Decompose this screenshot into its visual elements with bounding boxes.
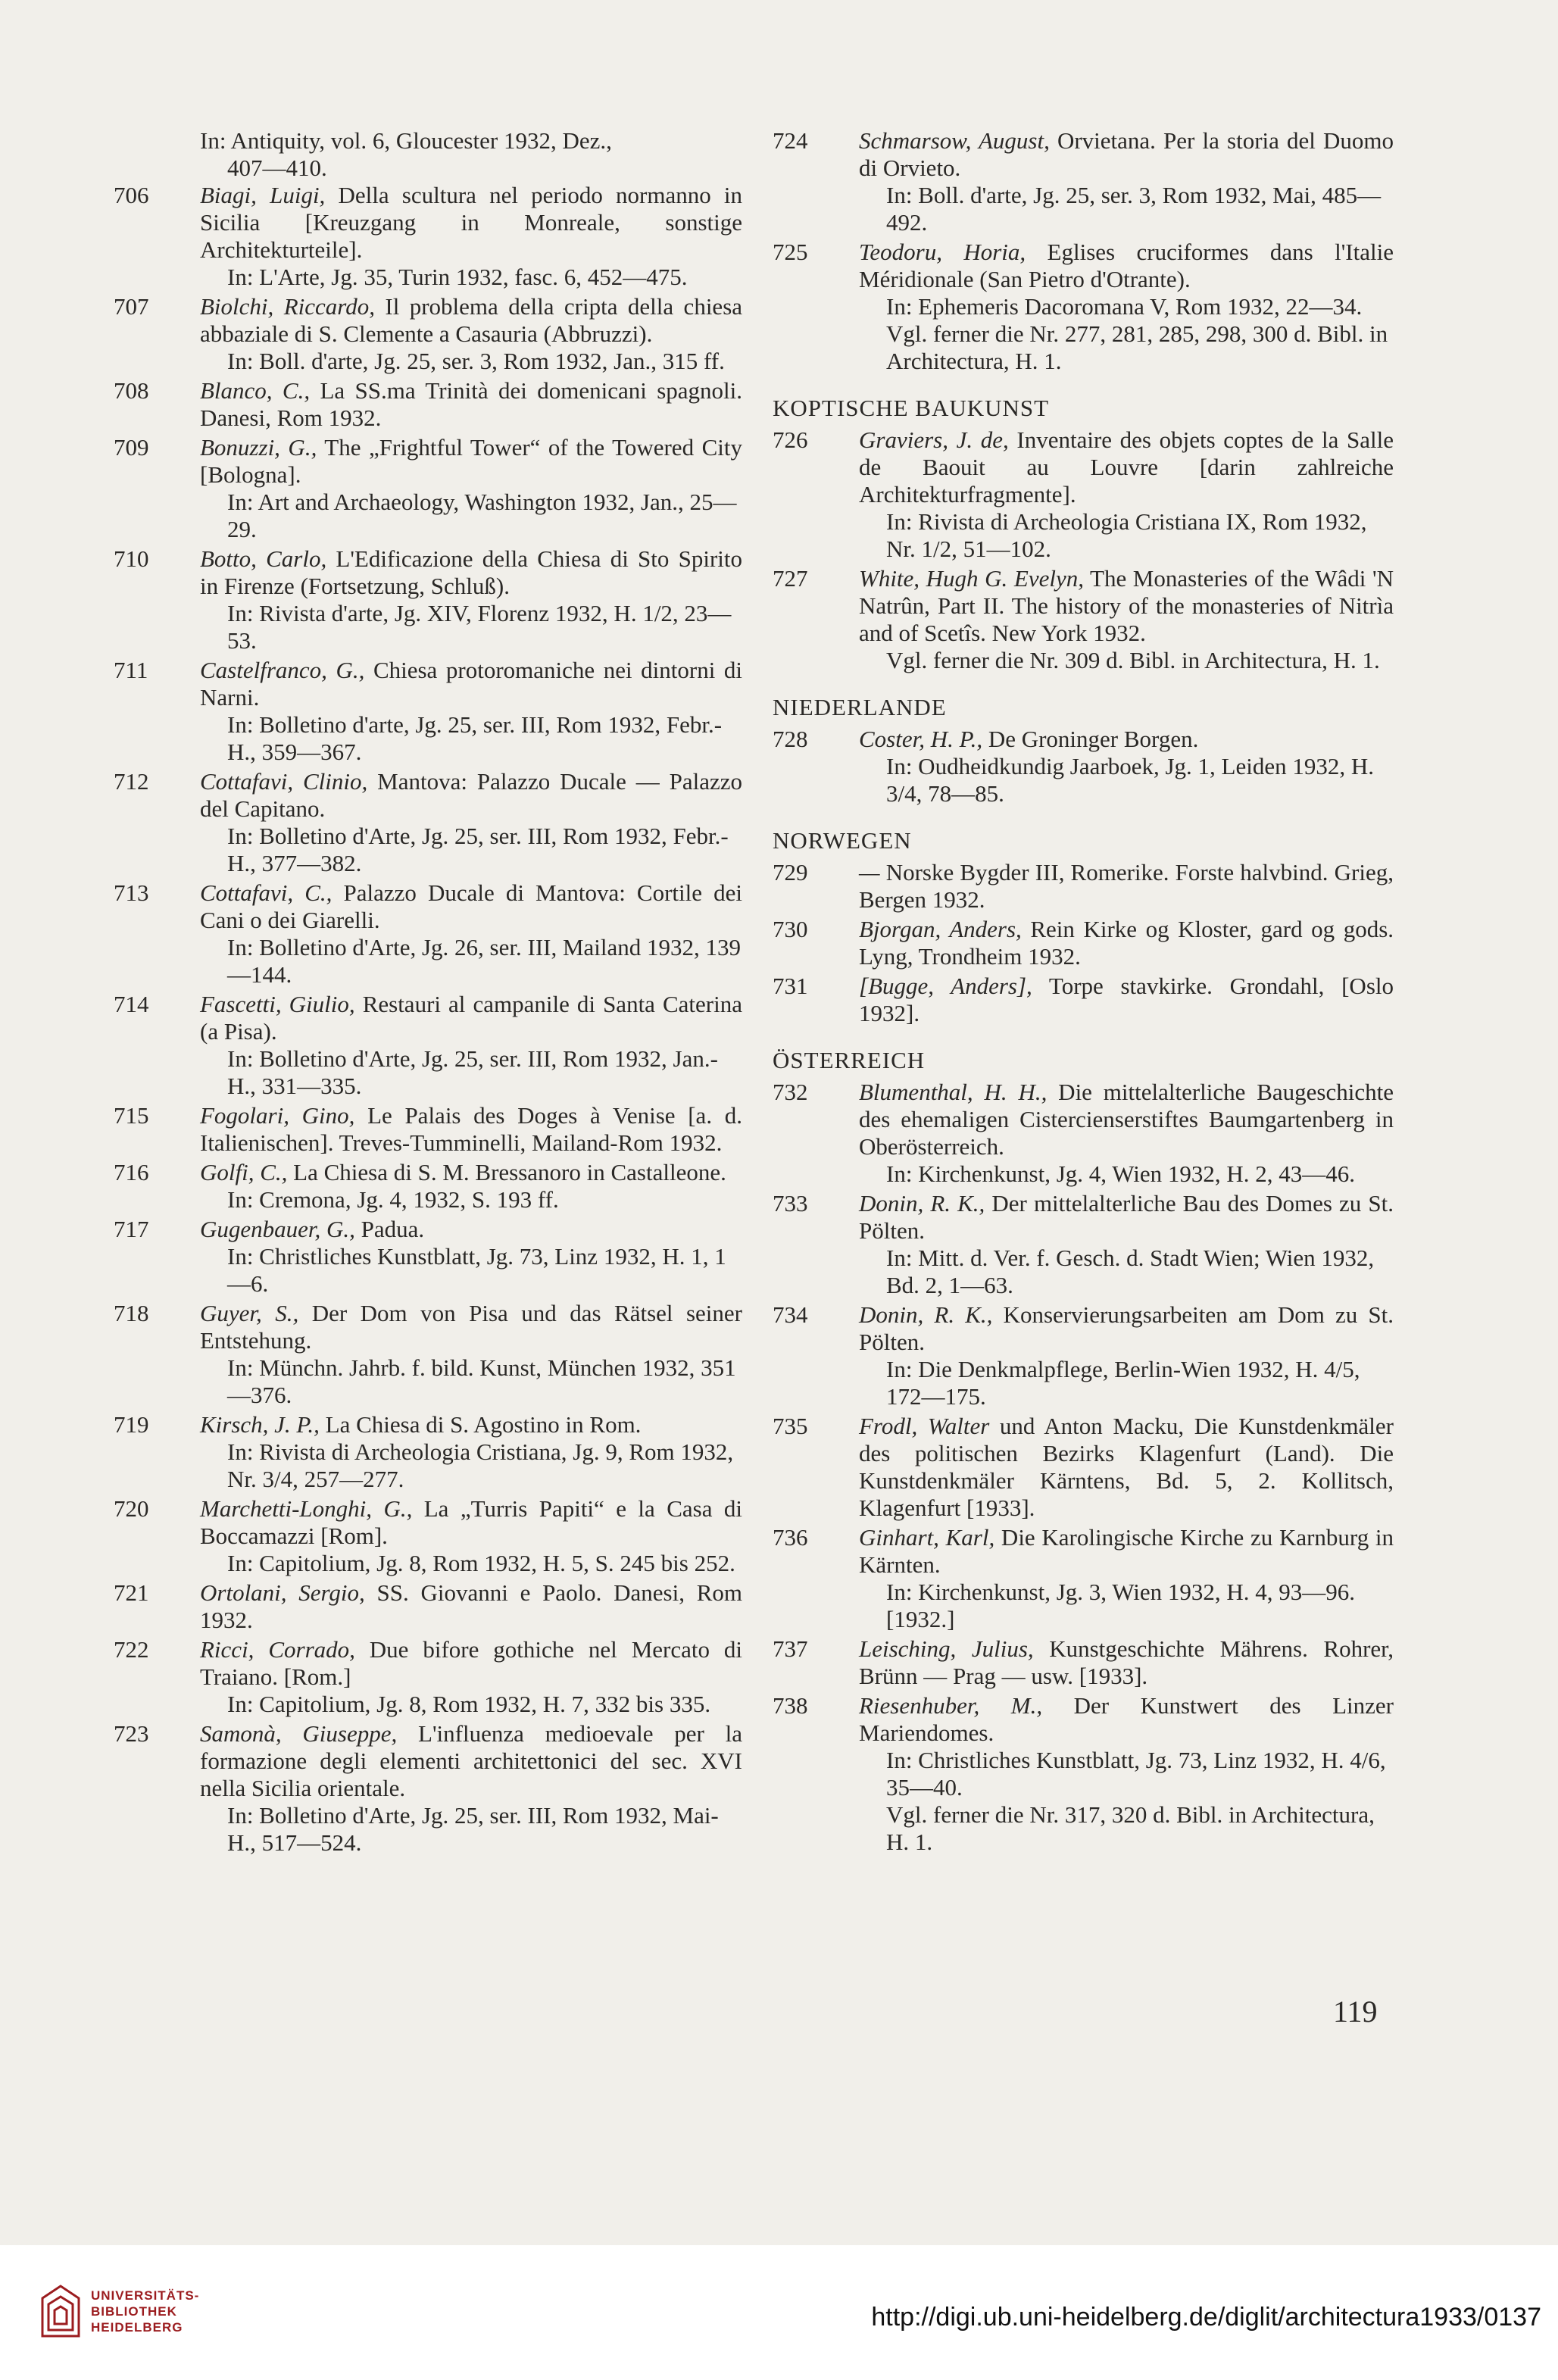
entry-detail: In: Rivista d'arte, Jg. XIV, Florenz 1932, H. 1/2, 23—53. (227, 600, 732, 654)
bibliography-entry (773, 916, 1394, 970)
entry-number: 711 (114, 657, 148, 683)
entry-title (200, 657, 742, 711)
entry-title (859, 1079, 1394, 1160)
entry-detail: In: Rivista di Archeologia Cristiana IX, Rom 1932, Nr. 1/2, 51—102. (886, 508, 1367, 562)
library-logo-icon (38, 2283, 83, 2339)
entry-number: 737 (773, 1635, 808, 1662)
entry-detail: In: Christliches Kunstblatt, Jg. 73, Linz 1932, H. 1, 1—6. (227, 1243, 726, 1297)
bibliography-entry (773, 1635, 1394, 1690)
entry-title-text: The Monasteries of the Wâdi 'N Natrûn, Part II. The history of the monasteries of Nitrìa and of Scetîs. New York 1932. (859, 565, 1394, 646)
bibliography-entry (773, 1190, 1394, 1299)
entry-detail: Vgl. ferner die Nr. 277, 281, 285, 298, 300 d. Bibl. in Architectura, H. 1. (886, 320, 1388, 374)
bibliography-entry (773, 726, 1394, 807)
entry-author: Marchetti-Longhi, G., (200, 1495, 413, 1522)
entry-number: 712 (114, 768, 149, 795)
entry-title-text: Der Dom von Pisa und das Rätsel seiner Entstehung. (200, 1300, 742, 1354)
entry-title (200, 293, 742, 348)
entry-title (200, 434, 742, 489)
entry-number: 718 (114, 1300, 149, 1326)
entry-number: 725 (773, 239, 808, 265)
entry-detail: In: Bolletino d'Arte, Jg. 25, ser. III, Rom 1932, Febr.-H., 377—382. (227, 823, 729, 876)
entry-title-text: Mantova: Palazzo Ducale — Palazzo del Capitano. (200, 768, 742, 822)
section-entries (773, 1079, 1394, 1856)
entry-detail: In: Bolletino d'Arte, Jg. 26, ser. III, Mailand 1932, 139—144. (227, 934, 742, 988)
entry-title (200, 1216, 742, 1243)
section-entries (773, 426, 1394, 674)
entry-title-text: L'influenza medioevale per la formazione degli elementi architettonici del sec. XVI nella Sicilia orientale. (200, 1720, 742, 1801)
bibliography-entry (114, 1720, 742, 1857)
entry-detail: In: Art and Archaeology, Washington 1932, Jan., 25—29. (227, 489, 737, 542)
section-entries (773, 726, 1394, 807)
bibliography-entry (114, 545, 742, 654)
entry-number: 717 (114, 1216, 149, 1242)
entry-detail: In: Rivista di Archeologia Cristiana, Jg. 9, Rom 1932, Nr. 3/4, 257—277. (227, 1438, 734, 1492)
entry-author: Kirsch, J. P., (200, 1411, 320, 1438)
entry-title-text: La SS.ma Trinità dei domenicani spagnoli. Danesi, Rom 1932. (200, 377, 742, 431)
entry-number: 713 (114, 879, 149, 906)
entry-number: 726 (773, 426, 808, 453)
bibliography-entry (114, 991, 742, 1100)
bibliography-entry (114, 1495, 742, 1577)
entry-title (200, 1579, 742, 1634)
entry-detail: In: Boll. d'arte, Jg. 25, ser. 3, Rom 1932, Mai, 485—492. (886, 182, 1382, 236)
entry-title-text: Konservierungsarbeiten am Dom zu St. Pölten. (859, 1301, 1394, 1355)
entry-author: Gugenbauer, G., (200, 1216, 355, 1242)
entry-title (200, 1495, 742, 1550)
entry-title-text: Restauri al campanile di Santa Caterina (a Pisa). (200, 991, 742, 1045)
entry-author: Donin, R. K., (859, 1190, 985, 1217)
entry-title-text: Padua. (354, 1216, 425, 1242)
entry-number: 720 (114, 1495, 149, 1522)
bibliography-entry (773, 1079, 1394, 1188)
entry-title-text: Le Palais des Doges à Venise [a. d. Italienischen]. Treves-Tumminelli, Mailand-Rom 1932. (200, 1102, 742, 1156)
entry-title-text: L'Edificazione della Chiesa di Sto Spirito in Firenze (Fortsetzung, Schluß). (200, 545, 742, 599)
entry-number: 727 (773, 565, 808, 592)
entry-author: Teodoru, Horia, (859, 239, 1026, 265)
entry-author: Fascetti, Giulio, (200, 991, 355, 1017)
entry-title-text: Della scultura nel periodo normanno in Sicilia [Kreuzgang in Monreale, sonstige Architekturteile]. (200, 182, 742, 263)
library-name: UNIVERSITÄTS- BIBLIOTHEK HEIDELBERG (91, 2288, 200, 2335)
entry-title (859, 1190, 1394, 1245)
entry-detail: In: Christliches Kunstblatt, Jg. 73, Linz 1932, H. 4/6, 35—40. (886, 1747, 1386, 1801)
entry-title-text: Kunstgeschichte Mährens. Rohrer, Brünn — Prag — usw. [1933]. (859, 1635, 1394, 1689)
entry-title-text: und Anton Macku, Die Kunstdenkmäler des politischen Bezirks Klagenfurt (Land). Die Kunstdenkmäler Kärntens, Bd. 5, 2. Kollitsch, Klagenfurt [1933]. (859, 1413, 1394, 1521)
entry-number: 709 (114, 434, 149, 461)
entry-number: 714 (114, 991, 149, 1017)
entry-detail: In: Cremona, Jg. 4, 1932, S. 193 ff. (227, 1186, 559, 1213)
entry-title (859, 1524, 1394, 1579)
entry-number: 716 (114, 1159, 149, 1185)
bibliography-entry (773, 565, 1394, 674)
entry-title (200, 879, 742, 934)
entry-title (859, 1301, 1394, 1356)
left-column (114, 127, 742, 1859)
bibliography-entry (773, 1413, 1394, 1522)
entry-author: Bjorgan, Anders, (859, 916, 1022, 942)
entry-title (200, 1102, 742, 1157)
right-entry-list (773, 127, 1394, 375)
entry-number: 731 (773, 973, 808, 999)
entry-number: 733 (773, 1190, 808, 1217)
bibliography-entry (114, 1636, 742, 1718)
entry-title (859, 1635, 1394, 1690)
entry-author: Biolchi, Riccardo, (200, 293, 375, 320)
entry-title-text: Orvietana. Per la storia del Duomo di Orvieto. (859, 127, 1394, 181)
continuation-line: In: Antiquity, vol. 6, Gloucester 1932, Dez., (200, 127, 612, 154)
entry-number: 706 (114, 182, 149, 208)
entry-number: 728 (773, 726, 808, 752)
bibliography-entry (114, 768, 742, 877)
bibliography-entry (773, 239, 1394, 375)
entry-author: Botto, Carlo, (200, 545, 327, 572)
left-entry-list (114, 182, 742, 1857)
entry-detail: Vgl. ferner die Nr. 309 d. Bibl. in Architectura, H. 1. (886, 647, 1380, 673)
entry-title-text: Die Karolingische Kirche zu Karnburg in Kärnten. (859, 1524, 1394, 1578)
bibliography-entry (773, 973, 1394, 1027)
entry-title (200, 182, 742, 264)
entry-title (859, 426, 1394, 508)
entry-title-text: Eglises cruciformes dans l'Italie Méridionale (San Pietro d'Otrante). (859, 239, 1394, 292)
entry-author: Fogolari, Gino, (200, 1102, 355, 1129)
entry-author: Blanco, C., (200, 377, 311, 404)
entry-author: Golfi, C., (200, 1159, 288, 1185)
entry-title-text: Rein Kirke og Kloster, gard og gods. Lyng, Trondheim 1932. (859, 916, 1394, 970)
entry-number: 736 (773, 1524, 808, 1551)
entry-number: 707 (114, 293, 149, 320)
entry-title (859, 239, 1394, 293)
entry-detail: In: Mitt. d. Ver. f. Gesch. d. Stadt Wien; Wien 1932, Bd. 2, 1—63. (886, 1245, 1375, 1298)
bibliography-entry (114, 1411, 742, 1493)
bibliography-entry (114, 1300, 742, 1409)
footer-bar (0, 2245, 1558, 2380)
entry-author: Leisching, Julius, (859, 1635, 1034, 1662)
bibliography-entry (114, 1102, 742, 1157)
entry-title-text: Norske Bygder III, Romerike. Forste halvbind. Grieg, Bergen 1932. (859, 859, 1394, 913)
entry-detail: In: Oudheidkundig Jaarboek, Jg. 1, Leiden 1932, H. 3/4, 78—85. (886, 753, 1374, 807)
page-number: 119 (1333, 1994, 1378, 2029)
entry-number: 738 (773, 1692, 808, 1719)
entry-author: Biagi, Luigi, (200, 182, 326, 208)
entry-author: — (859, 859, 886, 885)
entry-title-text: Palazzo Ducale di Mantova: Cortile dei Cani o dei Giarelli. (200, 879, 742, 933)
entry-title-text: Inventaire des objets coptes de la Salle de Baouit au Louvre [darin zahlreiche Architekturfragmente]. (859, 426, 1394, 508)
entry-detail: In: Bolletino d'Arte, Jg. 25, ser. III, Rom 1932, Mai-H., 517—524. (227, 1802, 719, 1856)
entry-title (200, 1636, 742, 1691)
entry-title-text: The „Frightful Tower“ of the Towered City [Bologna]. (200, 434, 742, 488)
entry-number: 719 (114, 1411, 149, 1438)
entry-title (200, 545, 742, 600)
entry-number: 735 (773, 1413, 808, 1439)
entry-title-text: La „Turris Papiti“ e la Casa di Boccamazzi [Rom]. (200, 1495, 742, 1549)
entry-detail: In: Kirchenkunst, Jg. 4, Wien 1932, H. 2, 43—46. (886, 1160, 1355, 1187)
entry-detail: In: Ephemeris Dacoromana V, Rom 1932, 22—34. (886, 293, 1363, 320)
entry-title-text: Torpe stavkirke. Grondahl, [Oslo 1932]. (859, 973, 1394, 1026)
entry-number: 722 (114, 1636, 149, 1663)
entry-author: Ginhart, Karl, (859, 1524, 995, 1551)
section-heading: ÖSTERREICH (773, 1047, 926, 1073)
entry-title (200, 377, 742, 432)
section-list (773, 395, 1394, 1856)
entry-number: 732 (773, 1079, 808, 1105)
entry-number: 710 (114, 545, 149, 572)
entry-author: Blumenthal, H. H., (859, 1079, 1048, 1105)
entry-title-text: La Chiesa di S. Agostino in Rom. (319, 1411, 642, 1438)
section-heading: NORWEGEN (773, 827, 912, 854)
entry-number: 734 (773, 1301, 808, 1328)
entry-detail: In: Bolletino d'Arte, Jg. 25, ser. III, Rom 1932, Jan.-H., 331—335. (227, 1045, 718, 1099)
bibliography-entry (114, 879, 742, 989)
entry-title-text: Der Kunstwert des Linzer Mariendomes. (859, 1692, 1394, 1746)
entry-title (200, 1159, 742, 1186)
section-heading: KOPTISCHE BAUKUNST (773, 395, 1050, 421)
entry-author: Ortolani, Sergio, (200, 1579, 365, 1606)
entry-title-text: Chiesa protoromaniche nei dintorni di Narni. (200, 657, 742, 711)
entry-title (859, 565, 1394, 647)
bibliography-entry (773, 127, 1394, 236)
entry-number: 708 (114, 377, 149, 404)
entry-author: Riesenhuber, M., (859, 1692, 1043, 1719)
bibliography-entry (114, 657, 742, 766)
entry-number: 723 (114, 1720, 149, 1747)
entry-author: Schmarsow, August, (859, 127, 1050, 154)
entry-detail: In: Bolletino d'arte, Jg. 25, ser. III, Rom 1932, Febr.-H., 359—367. (227, 711, 723, 765)
bibliography-entry (773, 1301, 1394, 1410)
entry-author: Graviers, J. de, (859, 426, 1009, 453)
entry-detail: In: Die Denkmalpflege, Berlin-Wien 1932, H. 4/5, 172—175. (886, 1356, 1360, 1410)
continuation-line: 407—410. (227, 155, 327, 181)
entry-title (200, 991, 742, 1045)
entry-detail: In: L'Arte, Jg. 35, Turin 1932, fasc. 6, 452—475. (227, 264, 688, 290)
entry-title (859, 916, 1394, 970)
entry-author: Coster, H. P., (859, 726, 983, 752)
entry-number: 724 (773, 127, 808, 154)
entry-author: Guyer, S., (200, 1300, 299, 1326)
entry-detail: In: Capitolium, Jg. 8, Rom 1932, H. 7, 332 bis 335. (227, 1691, 711, 1717)
entry-title (200, 768, 742, 823)
source-url[interactable]: http://digi.ub.uni-heidelberg.de/diglit/architectura1933/0137 (871, 2303, 1541, 2332)
bibliography-entry (773, 1524, 1394, 1633)
entry-title-text: Der mittelalterliche Bau des Domes zu St. Pölten. (859, 1190, 1394, 1244)
entry-author: Cottafavi, C., (200, 879, 333, 906)
entry-title-text: La Chiesa di S. M. Bressanoro in Castalleone. (287, 1159, 726, 1185)
entry-title-text: Due bifore gothiche nel Mercato di Traiano. [Rom.] (200, 1636, 742, 1690)
bibliography-entry (114, 377, 742, 432)
entry-author: Frodl, Walter (859, 1413, 990, 1439)
entry-author: Bonuzzi, G., (200, 434, 317, 461)
entry-author: White, Hugh G. Evelyn, (859, 565, 1084, 592)
bibliography-entry (114, 182, 742, 291)
entry-author: Cottafavi, Clinio, (200, 768, 368, 795)
entry-title (859, 973, 1394, 1027)
entry-detail: In: Boll. d'arte, Jg. 25, ser. 3, Rom 1932, Jan., 315 ff. (227, 348, 725, 374)
entry-title (200, 1720, 742, 1802)
bibliography-entry (773, 426, 1394, 563)
entry-title (859, 1692, 1394, 1747)
bibliography-entry (114, 1216, 742, 1298)
entry-detail: Vgl. ferner die Nr. 317, 320 d. Bibl. in Architectura, H. 1. (886, 1801, 1375, 1855)
entry-title (859, 726, 1394, 753)
entry-author: Castelfranco, G., (200, 657, 365, 683)
entry-author: Donin, R. K., (859, 1301, 993, 1328)
entry-number: 715 (114, 1102, 149, 1129)
entry-title (200, 1411, 742, 1438)
entry-title (200, 1300, 742, 1354)
entry-detail: In: Capitolium, Jg. 8, Rom 1932, H. 5, S. 245 bis 252. (227, 1550, 735, 1576)
entry-number: 729 (773, 859, 808, 885)
entry-number: 721 (114, 1579, 149, 1606)
entry-title (859, 127, 1394, 182)
right-column (773, 127, 1394, 1858)
bibliography-entry (773, 859, 1394, 914)
entry-number: 730 (773, 916, 808, 942)
bibliography-entry (114, 293, 742, 375)
entry-detail: In: Münchn. Jahrb. f. bild. Kunst, München 1932, 351—376. (227, 1354, 736, 1408)
bibliography-entry (114, 1159, 742, 1213)
entry-detail: In: Kirchenkunst, Jg. 3, Wien 1932, H. 4, 93—96. [1932.] (886, 1579, 1355, 1632)
bibliography-entry (114, 1579, 742, 1634)
entry-title (859, 859, 1394, 914)
bibliography-entry (114, 434, 742, 543)
section-entries (773, 859, 1394, 1027)
entry-author: Samonà, Giuseppe, (200, 1720, 398, 1747)
entry-author: Ricci, Corrado, (200, 1636, 355, 1663)
entry-title-text: SS. Giovanni e Paolo. Danesi, Rom 1932. (200, 1579, 742, 1633)
section-heading: NIEDERLANDE (773, 694, 947, 720)
entry-title-text: Die mittelalterliche Baugeschichte des ehemaligen Cistercienserstiftes Baumgartenberg in Oberösterreich. (859, 1079, 1394, 1160)
entry-title-text: Il problema della cripta della chiesa abbaziale di S. Clemente a Casauria (Abbruzzi). (200, 293, 743, 347)
entry-title-text: De Groninger Borgen. (982, 726, 1199, 752)
bibliography-entry (773, 1692, 1394, 1856)
entry-title (859, 1413, 1394, 1522)
entry-author: [Bugge, Anders], (859, 973, 1032, 999)
